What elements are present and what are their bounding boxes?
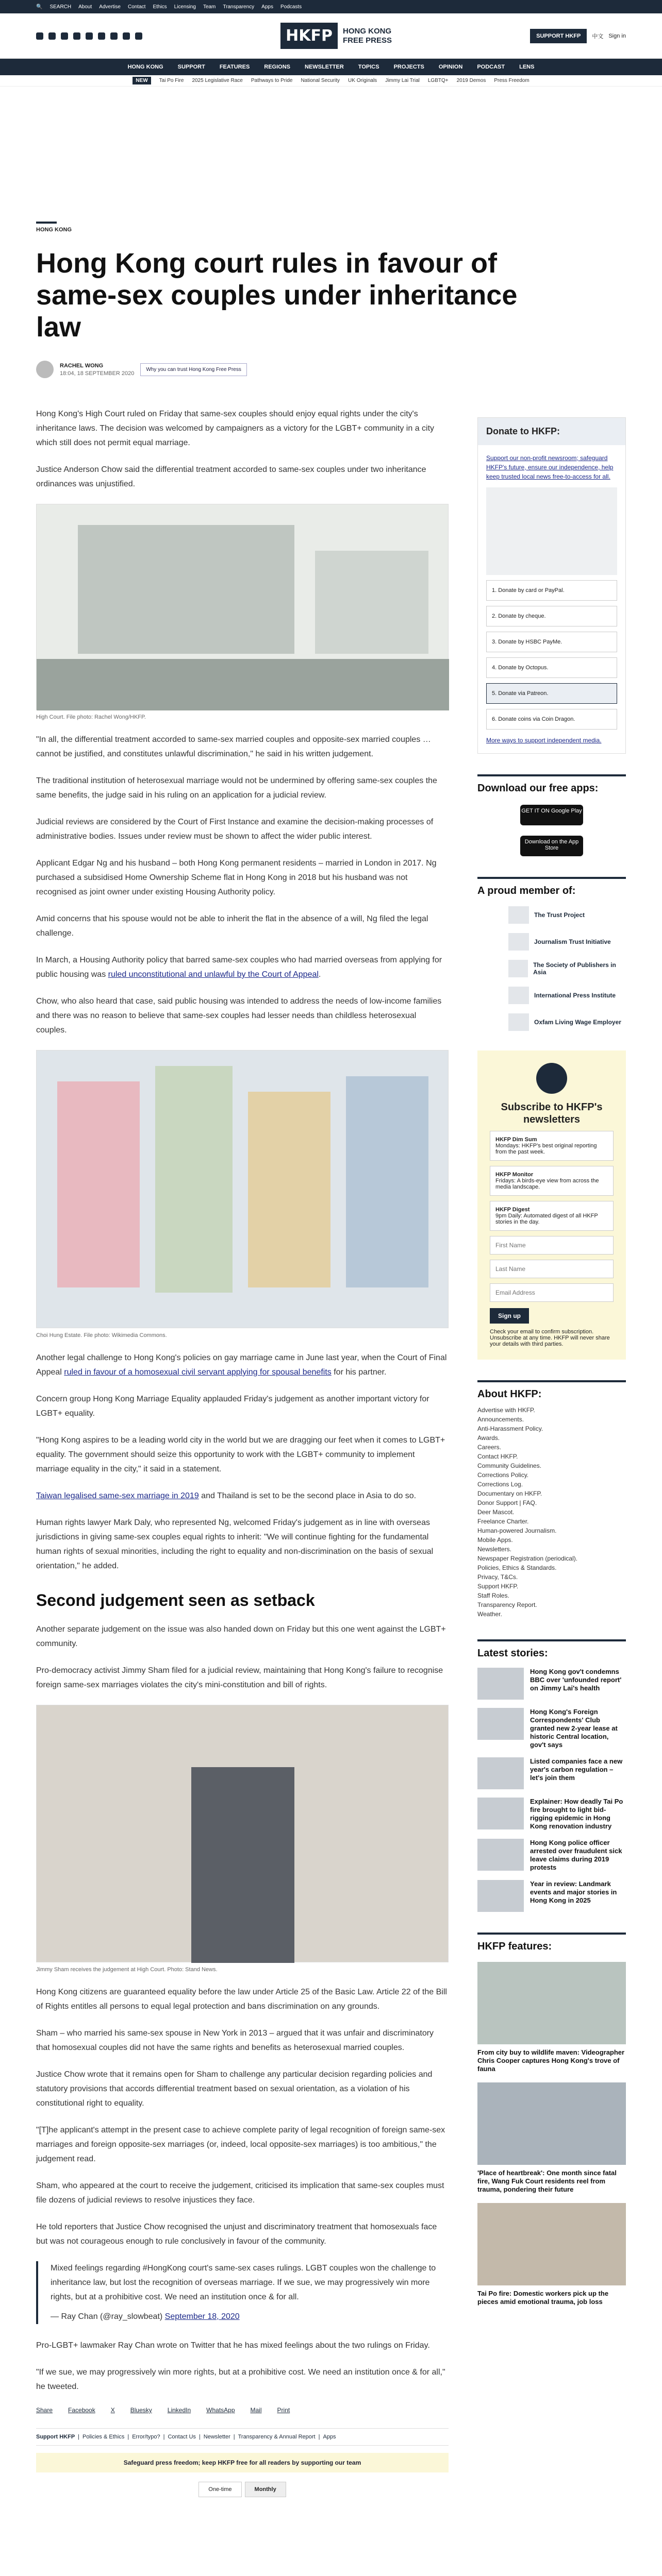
oxfam-icon <box>508 1013 529 1031</box>
paragraph: Sham – who married his same-sex spouse in New York in 2013 – argued that it was unfair and discriminatory that homosexual couples did not have the same rights and benefits as heterosexual married couples. <box>36 2029 434 2052</box>
share-facebook[interactable]: Facebook <box>68 2406 95 2414</box>
about-link[interactable]: Careers. <box>477 1444 502 1451</box>
nav-item[interactable]: TOPICS <box>358 64 379 70</box>
about-link[interactable]: Corrections Log. <box>477 1481 523 1488</box>
signin-link[interactable]: Sign in <box>608 32 626 39</box>
nav-item[interactable]: FEATURES <box>219 64 250 70</box>
topbar-link[interactable]: Ethics <box>153 4 167 10</box>
tweet-text: Mixed feelings regarding #HongKong court's same-sex cases rulings. LGBT couples won the challenge to inheritance law, but lost the recognition of overseas marriage. If we sue, we may progressively win more rights, but at a prohibitive cost. We need an institution once & for all. <box>51 2264 436 2301</box>
search-icon[interactable]: 🔍 <box>36 4 43 10</box>
trust-link[interactable]: Why you can trust Hong Kong Free Press <box>140 363 247 376</box>
article-body <box>36 407 449 2497</box>
paragraph: Human rights lawyer Mark Daly, who represented Ng, welcomed Friday's judgement as in line with overseas jurisdictions in giving same-sex couples equal rights to inherit: "We will continue fighting for the fundamental human rights of sexual minorities, including the right to equality and non-discrimination on the basis of sexual orientation," he added. <box>36 1518 434 1570</box>
share-mail[interactable]: Mail <box>250 2406 262 2414</box>
more-ways-link[interactable]: More ways to support independent media. <box>486 737 602 744</box>
story-thumbnail <box>477 1668 524 1700</box>
donate-option[interactable]: 6. Donate coins via Coin Dragon. <box>486 709 617 730</box>
topbar-link[interactable]: About <box>78 4 92 10</box>
paragraph: "If we sue, we may progressively win more rights, but at a prohibitive cost. We need an institution once & for all," he tweeted. <box>36 2368 445 2391</box>
feature-image <box>477 2082 626 2165</box>
newsletter-box <box>477 1050 626 1360</box>
trending-link[interactable]: UK Originals <box>348 78 377 83</box>
about-link[interactable]: Anti-Harassment Policy. <box>477 1425 543 1432</box>
newsletter-title: Subscribe to HKFP's newsletters <box>501 1101 603 1125</box>
section-heading: Second judgement seen as setback <box>36 1591 315 1609</box>
utility-bar <box>0 0 662 13</box>
trending-link[interactable]: Jimmy Lai Trial <box>385 78 420 83</box>
one-time-option[interactable]: One-time <box>198 2482 241 2497</box>
story-thumbnail <box>477 1839 524 1871</box>
google-play-badge[interactable]: GET IT ON Google Play <box>520 805 583 825</box>
nav-item[interactable]: REGIONS <box>264 64 291 70</box>
paragraph <box>36 1351 449 1380</box>
feature-image <box>477 1962 626 2044</box>
mastodon-icon[interactable] <box>123 32 130 40</box>
trending-bar <box>0 75 662 87</box>
latest-story[interactable] <box>477 1668 626 1700</box>
paragraph: "[T]he applicant's attempt in the present case to achieve complete parity of legal recognition of foreign same-sex marriages and foreign opposite-sex marriages (or, indeed, local opposite-sex marriages) is too ambitious," the judgement read. <box>36 2126 445 2163</box>
story-thumbnail <box>477 1708 524 1740</box>
about-link[interactable]: Staff Roles. <box>477 1592 509 1599</box>
payment-graphic <box>486 487 617 575</box>
about-link[interactable]: Contact HKFP. <box>477 1453 518 1460</box>
donate-title: Donate to HKFP: <box>478 418 625 445</box>
latest-story[interactable] <box>477 1839 626 1872</box>
newsletter-icon <box>536 1063 567 1094</box>
feature-title: From city buy to wildlife maven: Videographer Chris Cooper captures Hong Kong's trove of fauna <box>477 2048 625 2073</box>
nav-item[interactable]: SUPPORT <box>177 64 205 70</box>
about-link[interactable]: Policies, Ethics & Standards. <box>477 1564 557 1571</box>
story-title: Hong Kong police officer arrested over fraudulent sick leave claims during 2019 protests <box>530 1839 622 1871</box>
nl-desc: Mondays: HKFP's best original reporting from the past week. <box>495 1143 597 1155</box>
member-name: The Society of Publishers in Asia <box>533 961 616 976</box>
tweet-author: — Ray Chan (@ray_slowbeat) <box>51 2312 163 2321</box>
about-link[interactable]: Deer Mascot. <box>477 1509 515 1516</box>
photo-caption: High Court. File photo: Rachel Wong/HKFP. <box>36 714 146 720</box>
trending-link[interactable]: National Security <box>301 78 340 83</box>
about-link[interactable]: Privacy, T&Cs. <box>477 1573 518 1581</box>
logo-line: FREE PRESS <box>342 36 392 45</box>
safeguard-banner[interactable]: Safeguard press freedom; keep HKFP free for all readers by supporting our team <box>36 2453 449 2472</box>
feature-title: Tai Po fire: Domestic workers pick up the pieces amid emotional trauma, job loss <box>477 2290 609 2306</box>
court-photo <box>36 504 449 710</box>
about-link[interactable]: Newsletters. <box>477 1546 512 1553</box>
member-logo[interactable] <box>508 1013 626 1031</box>
about-link[interactable]: Support HKFP. <box>477 1583 519 1590</box>
member-name: The Trust Project <box>534 911 585 919</box>
taiwan-link[interactable]: Taiwan legalised same-sex marriage in 2019 <box>36 1492 199 1500</box>
about-link[interactable]: Documentary on HKFP. <box>477 1490 542 1497</box>
about-link[interactable]: Weather. <box>477 1611 502 1618</box>
about-link[interactable]: Mobile Apps. <box>477 1536 513 1544</box>
paragraph: Pro-LGBT+ lawmaker Ray Chan wrote on Twitter that he has mixed feelings about the two rulings on Friday. <box>36 2341 430 2350</box>
topbar-link[interactable]: Contact <box>127 4 146 10</box>
story-thumbnail <box>477 1798 524 1829</box>
footer-link[interactable]: Error/typo? <box>132 2434 160 2440</box>
nl-desc: Fridays: A birds-eye view from across the media landscape. <box>495 1178 599 1190</box>
paragraph: "Hong Kong aspires to be a leading world city in the world but we are dragging our feet when it comes to LGBT+ equality. The government should seize this opportunity to work with the LGBT+ community to implement marriage equality in the city," it said in a statement. <box>36 1436 445 1473</box>
about-list <box>477 1405 626 1619</box>
topbar-link[interactable]: Licensing <box>174 4 196 10</box>
member-logo[interactable] <box>508 933 626 951</box>
paragraph: Chow, who also heard that case, said public housing was intended to address the needs of low-income families and there was no reason to believe that same-sex couples had lesser needs than childless heterosexual couples. <box>36 997 442 1035</box>
latest-story[interactable] <box>477 1880 626 1912</box>
about-link[interactable]: Transparency Report. <box>477 1601 537 1608</box>
share-linkedin[interactable]: LinkedIn <box>167 2406 191 2414</box>
paragraph: Hong Kong's High Court ruled on Friday that same-sex couples should enjoy equal rights under the city's inheritance laws. The decision was welcomed by campaigners as a victory for the LGBT+ community in a city which still does not permit equal marriage. <box>36 410 435 447</box>
paragraph: Justice Chow wrote that it remains open for Sham to challenge any particular decision regarding policies and statutory provisions that accords differential treatment based on sexual orientation, as a violation of his constitutional right to equality. <box>36 2070 433 2108</box>
paragraph: "In all, the differential treatment accorded to same-sex married couples and opposite-sex married couples …cannot be justified, and constitutes unlawful discrimination," he said in his written judgement. <box>36 735 431 758</box>
new-badge: NEW <box>133 77 151 84</box>
member-logo[interactable] <box>508 960 626 977</box>
topbar-link[interactable]: Transparency <box>223 4 255 10</box>
author-name[interactable]: RACHEL WONG <box>60 362 104 369</box>
about-link[interactable]: Freelance Charter. <box>477 1518 529 1525</box>
photo-caption: Jimmy Sham receives the judgement at High Court. Photo: Stand News. <box>36 1967 218 1973</box>
about-link[interactable]: Advertise with HKFP. <box>477 1406 535 1414</box>
feature-image <box>477 2203 626 2285</box>
signup-button[interactable]: Sign up <box>490 1308 529 1324</box>
feature-card[interactable] <box>477 2203 626 2306</box>
publish-date: 18:04, 18 SEPTEMBER 2020 <box>60 370 135 377</box>
paragraph: Sham, who appeared at the court to receive the judgement, criticised its implication that same-sex couples must file dozens of judicial reviews to resolve injustices they face. <box>36 2181 444 2205</box>
embedded-tweet <box>36 2261 449 2324</box>
trust-project-icon <box>508 906 529 924</box>
site-header <box>0 13 662 59</box>
paragraph <box>36 1489 449 1503</box>
story-title: Hong Kong's Foreign Correspondents' Club granted new 2-year lease at historic Central location, gov't says <box>530 1708 618 1749</box>
category-label[interactable]: HONG KONG <box>36 222 57 233</box>
threads-icon[interactable] <box>73 32 80 40</box>
share-label: Share <box>36 2406 53 2414</box>
about-link[interactable]: Corrections Policy. <box>477 1471 529 1479</box>
logo-line: HONG KONG <box>342 26 392 36</box>
topbar-link[interactable]: Apps <box>261 4 273 10</box>
share-print[interactable]: Print <box>277 2406 290 2414</box>
footer-link[interactable]: Support HKFP <box>36 2434 75 2440</box>
story-thumbnail <box>477 1880 524 1912</box>
newsletter-option[interactable] <box>490 1166 614 1196</box>
search-link[interactable]: SEARCH <box>49 4 72 10</box>
language-link[interactable]: 中文 <box>592 33 604 40</box>
donate-intro[interactable]: Support our non-profit newsroom; safeguard HKFP's future, ensure our independence, help keep trusted local news free-to-access for all. <box>486 454 614 480</box>
nl-desc: 9pm Daily: Automated digest of all HKFP stories in the day. <box>495 1213 598 1225</box>
story-title: Year in review: Landmark events and major stories in Hong Kong in 2025 <box>530 1880 617 1904</box>
nav-item[interactable]: PROJECTS <box>393 64 424 70</box>
latest-story[interactable] <box>477 1708 626 1749</box>
feature-card[interactable] <box>477 2082 626 2194</box>
footer-link[interactable]: Contact Us <box>168 2434 196 2440</box>
tweet-date-link[interactable]: September 18, 2020 <box>164 2312 240 2321</box>
trending-link[interactable]: Press Freedom <box>494 78 529 83</box>
nl-title: HKFP Digest <box>495 1207 530 1213</box>
donate-box <box>477 417 626 754</box>
paragraph: Amid concerns that his spouse would not be able to inherit the flat in the absence of a will, Ng filed the legal challenge. <box>36 914 428 938</box>
last-name-input[interactable] <box>490 1260 614 1278</box>
instagram-icon[interactable] <box>61 32 68 40</box>
latest-story[interactable] <box>477 1757 626 1789</box>
latest-title: Latest stories: <box>477 1639 626 1659</box>
nav-item[interactable]: LENS <box>519 64 535 70</box>
trending-link[interactable]: Pathways to Pride <box>251 78 293 83</box>
share-whatsapp[interactable]: WhatsApp <box>206 2406 235 2414</box>
member-name: International Press Institute <box>534 992 616 999</box>
member-logo[interactable] <box>508 987 626 1004</box>
linkedin-icon[interactable] <box>98 32 105 40</box>
text: In March, a Housing Authority policy that barred same-sex couples who had married overseas from applying for public housing was <box>36 956 442 979</box>
about-link[interactable]: Announcements. <box>477 1416 524 1423</box>
footer-link[interactable]: Transparency & Annual Report <box>238 2434 316 2440</box>
avatar <box>36 361 54 378</box>
footer-link[interactable]: Policies & Ethics <box>82 2434 125 2440</box>
trending-link[interactable]: 2025 Legislative Race <box>192 78 243 83</box>
paragraph: Concern group Hong Kong Marriage Equality applauded Friday's judgement as another important victory for LGBT+ equality. <box>36 1395 429 1418</box>
about-link[interactable]: Community Guidelines. <box>477 1462 542 1469</box>
ipi-icon <box>508 987 529 1004</box>
feature-card[interactable] <box>477 1962 626 2073</box>
donation-frequency <box>36 2482 449 2497</box>
facebook-icon[interactable] <box>48 32 56 40</box>
trending-link[interactable]: 2019 Demos <box>456 78 486 83</box>
photo-caption: Choi Hung Estate. File photo: Wikimedia Commons. <box>36 1332 167 1338</box>
jti-icon <box>508 933 529 951</box>
paragraph: Applicant Edgar Ng and his husband – both Hong Kong permanent residents – married in London in 2017. Ng purchased a subsidised Home Ownership Scheme flat in Hong Kong in 2018 but his husband was not recognised as joint owner under existing Housing Authority policy. <box>36 859 437 896</box>
topbar-link[interactable]: Podcasts <box>280 4 302 10</box>
estate-photo <box>36 1050 449 1328</box>
about-title: About HKFP: <box>477 1380 626 1400</box>
article-footer-links: Support HKFP | Policies & Ethics | Error/typo? | Contact Us | Newsletter | Transparency & Annual Report | Apps <box>36 2428 449 2446</box>
topbar-link[interactable]: Advertise <box>99 4 121 10</box>
paragraph: The traditional institution of heterosexual marriage would not be undermined by offering same-sex couples the same benefits, the judge said in his ruling on an application for a judicial review. <box>36 776 437 800</box>
donate-option[interactable]: 1. Donate by card or PayPal. <box>486 580 617 601</box>
apps-title: Download our free apps: <box>477 774 626 794</box>
nav-item[interactable]: PODCAST <box>477 64 505 70</box>
youtube-icon[interactable] <box>86 32 93 40</box>
paragraph <box>36 953 449 982</box>
first-name-input[interactable] <box>490 1236 614 1255</box>
member-logo[interactable] <box>508 906 626 924</box>
newsletter-note: Check your email to confirm subscription. Unsubscribe at any time. HKFP will never share your details with third parties. <box>490 1329 610 1347</box>
story-title: Explainer: How deadly Tai Po fire brought to light bid-rigging epidemic in Hong Kong renovation industry <box>530 1798 623 1830</box>
nav-item[interactable]: OPINION <box>438 64 463 70</box>
rss-icon[interactable] <box>135 32 142 40</box>
about-link[interactable]: Donor Support | FAQ. <box>477 1499 537 1506</box>
about-link[interactable]: Newspaper Registration (periodical). <box>477 1555 578 1562</box>
about-link[interactable]: Awards. <box>477 1434 500 1442</box>
cfa-ruling-link[interactable]: ruled in favour of a homosexual civil servant applying for spousal benefits <box>64 1368 332 1377</box>
story-thumbnail <box>477 1757 524 1789</box>
email-input[interactable] <box>490 1283 614 1302</box>
text: Another legal challenge to Hong Kong's policies on gay marriage came in June last year, when the Court of Final Appeal <box>36 1353 447 1377</box>
footer-link[interactable]: Newsletter <box>203 2434 230 2440</box>
topbar-link[interactable]: Team <box>203 4 216 10</box>
x-icon[interactable] <box>36 32 43 40</box>
paragraph: Judicial reviews are considered by the Court of First Instance and examine the decision-making processes of administrative bodies. Issues under review must be shown to affect the wider public interest. <box>36 818 434 841</box>
social-icons <box>36 32 142 40</box>
text: and Thailand is set to be the second place in Asia to do so. <box>198 1492 417 1500</box>
member-title: A proud member of: <box>477 877 626 897</box>
donate-option[interactable]: 2. Donate by cheque. <box>486 606 617 626</box>
text: for his partner. <box>331 1368 387 1377</box>
sopa-icon <box>508 960 528 977</box>
newsletter-option[interactable] <box>490 1201 614 1231</box>
about-link[interactable]: Human-powered Journalism. <box>477 1527 557 1534</box>
member-name: Journalism Trust Initiative <box>534 938 611 945</box>
member-name: Oxfam Living Wage Employer <box>534 1019 621 1026</box>
site-logo[interactable] <box>280 23 392 49</box>
share-bar <box>36 2406 449 2414</box>
main-nav <box>0 59 662 75</box>
byline <box>36 361 626 378</box>
newsletter-option[interactable] <box>490 1131 614 1161</box>
article-title: Hong Kong court rules in favour of same-sex couples under inheritance law <box>36 248 518 343</box>
donate-option[interactable]: 5. Donate via Patreon. <box>486 683 617 704</box>
paragraph: Pro-democracy activist Jimmy Sham filed for a judicial review, maintaining that Hong Kong's failure to recognise foreign same-sex marriages violates the city's mini-constitution and bill of rights. <box>36 1666 443 1689</box>
story-title: Hong Kong gov't condemns BBC over 'unfounded report' on Jimmy Lai's health <box>530 1668 622 1692</box>
bluesky-icon[interactable] <box>110 32 118 40</box>
nl-title: HKFP Monitor <box>495 1172 534 1178</box>
nav-item[interactable]: NEWSLETTER <box>305 64 344 70</box>
features-title: HKFP features: <box>477 1933 626 1953</box>
paragraph: Hong Kong citizens are guaranteed equality before the law under Article 25 of the Basic Law. Article 22 of the Bill of Rights entitles all persons to equal legal protection and bans discrimination on any grounds. <box>36 1988 447 2011</box>
latest-story[interactable] <box>477 1798 626 1831</box>
monthly-option[interactable]: Monthly <box>245 2482 286 2497</box>
feature-title: 'Place of heartbreak': One month since fatal fire, Wang Fuk Court residents reel from trauma, pondering their future <box>477 2169 617 2193</box>
footer-link[interactable]: Apps <box>323 2434 336 2440</box>
app-store-badge[interactable]: Download on the App Store <box>520 836 583 856</box>
logo-box: HKFP <box>280 23 338 49</box>
paragraph: Another separate judgement on the issue was also handed down on Friday but this one went against the LGBT+ community. <box>36 1625 446 1648</box>
donate-option[interactable]: 4. Donate by Octopus. <box>486 657 617 678</box>
text: . <box>318 970 321 979</box>
sidebar <box>477 407 626 2497</box>
nl-title: HKFP Dim Sum <box>495 1137 537 1143</box>
page-content <box>36 222 626 2497</box>
support-button[interactable]: SUPPORT HKFP <box>530 29 587 43</box>
court-ruling-link[interactable]: ruled unconstitutional and unlawful by the Court of Appeal <box>108 970 319 979</box>
share-bluesky[interactable]: Bluesky <box>130 2406 152 2414</box>
jimmy-sham-photo <box>36 1705 449 1962</box>
donate-option[interactable]: 3. Donate by HSBC PayMe. <box>486 632 617 652</box>
story-title: Listed companies face a new year's carbon regulation – let's join them <box>530 1757 623 1782</box>
paragraph: He told reporters that Justice Chow recognised the unjust and discriminatory treatment that homosexuals face but was not courageous enough to rule conclusively in favour of the community. <box>36 2223 437 2246</box>
nav-item[interactable]: HONG KONG <box>127 64 163 70</box>
paragraph: Justice Anderson Chow said the differential treatment accorded to same-sex couples under two inheritance ordinances was unjustified. <box>36 465 426 488</box>
trending-link[interactable]: LGBTQ+ <box>427 78 449 83</box>
trending-link[interactable]: Tai Po Fire <box>159 78 184 83</box>
share-x[interactable]: X <box>110 2406 115 2414</box>
